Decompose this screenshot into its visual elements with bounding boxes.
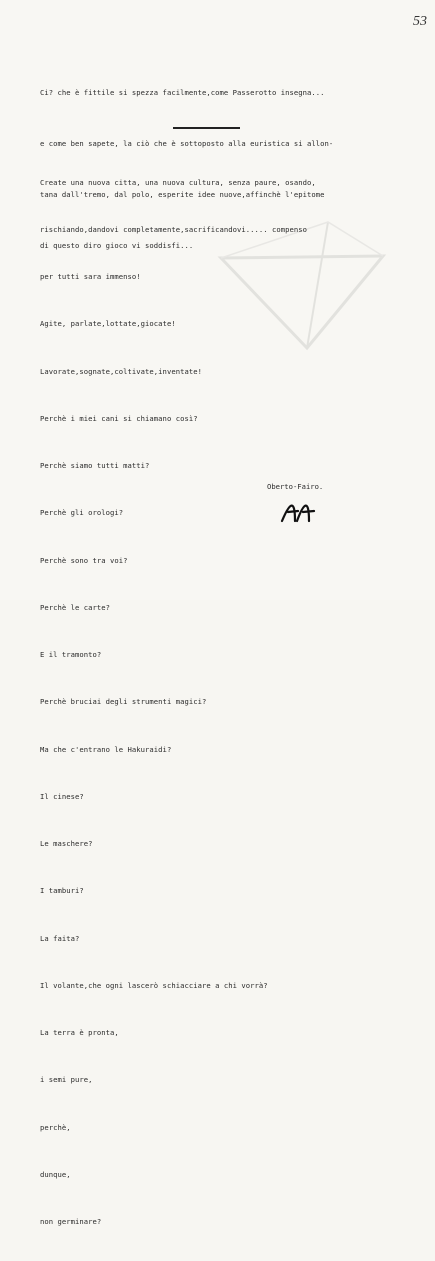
- intro-line: di questo diro gioco vi soddisfi...: [40, 241, 194, 250]
- intro-line: e come ben sapete, la ciò che è sottoposto alla euristica si allon-: [40, 139, 334, 148]
- poem-line: Perchè bruciai degli strumenti magici?: [40, 697, 207, 707]
- poem-line: i semi pure,: [40, 1075, 93, 1085]
- poem-line: Il cinese?: [40, 791, 84, 801]
- poem-line: non germinare?: [40, 1217, 102, 1226]
- poem-line: Ma che c'entrano le Hakuraidi?: [40, 744, 172, 754]
- poem-line: Il volante,che ogni lascerò schiacciare a chi vorrà?: [40, 980, 268, 990]
- poem-line: dunque,: [40, 1169, 71, 1179]
- poem-line: La faita?: [40, 933, 80, 943]
- poem-line: Lavorate,sognate,coltivate,inventate!: [40, 366, 202, 376]
- intro-line: tana dall'tremo, dal polo, esperite idee nuove,affinchè l'epitome: [40, 190, 325, 199]
- intro-line: Ci? che è fittile si spezza facilmente,come Passerotto insegna...: [40, 88, 325, 97]
- poem-line: Perchè sono tra voi?: [40, 555, 128, 565]
- poem-line: I tamburi?: [40, 886, 84, 896]
- poem-line: Perchè i miei cani si chiamano così?: [40, 413, 198, 423]
- poem-text: [40, 143, 400, 1261]
- poem-line: Perchè siamo tutti matti?: [40, 461, 150, 470]
- page-number: 53: [413, 14, 427, 29]
- poem-line: Agite, parlate,lottate,giocate!: [40, 319, 176, 329]
- handwritten-signature: [278, 498, 320, 524]
- signature-name: Oberto-Fairo.: [267, 482, 324, 491]
- poem-line: perchè,: [40, 1122, 71, 1132]
- poem-line: La terra è pronta,: [40, 1028, 119, 1037]
- poem-line: Le maschere?: [40, 839, 93, 848]
- poem-line: E il tramonto?: [40, 650, 102, 659]
- poem-line: rischiando,dandovi completamente,sacrificandovi..... compenso: [40, 224, 308, 234]
- poem-line: Perchè gli orologi?: [40, 508, 124, 518]
- poem-line: per tutti sara immenso!: [40, 272, 141, 281]
- poem-line: Create una nuova citta, una nuova cultura, senza paure, osando,: [40, 177, 316, 187]
- poem-line: Perchè le carte?: [40, 602, 111, 612]
- section-divider: [173, 127, 240, 129]
